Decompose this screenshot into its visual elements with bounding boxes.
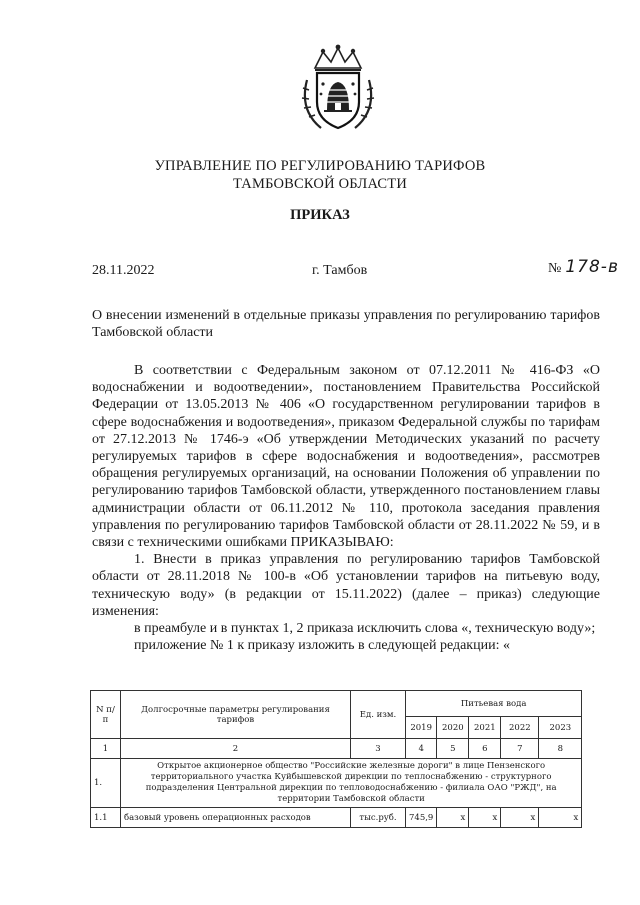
index-cell: 2 (121, 739, 351, 759)
document-body (92, 362, 600, 654)
header-year: 2022 (501, 717, 539, 739)
index-cell: 3 (351, 739, 406, 759)
index-cell: 6 (469, 739, 501, 759)
header-year: 2021 (469, 717, 501, 739)
row-unit: тыс.руб. (351, 808, 406, 828)
coat-of-arms-emblem (293, 40, 383, 135)
row-value: х (539, 808, 582, 828)
header-year: 2020 (437, 717, 469, 739)
index-cell: 7 (501, 739, 539, 759)
agency-name-line1: УПРАВЛЕНИЕ ПО РЕГУЛИРОВАНИЮ ТАРИФОВ (154, 158, 486, 174)
header-unit: Ед. изм. (351, 691, 406, 739)
document-subject: О внесении изменений в отдельные приказы управления по регулированию тарифов Тамбовской области (92, 308, 600, 340)
index-cell: 1 (91, 739, 121, 759)
body-paragraph-appendix-change: приложение № 1 к приказу изложить в следующей редакции: « (134, 638, 510, 654)
header-param: Долгосрочные параметры регулирования тарифов (121, 691, 351, 739)
body-paragraph-preamble-change: в преамбуле и в пунктах 1, 2 приказа исключить слова «, техническую воду»; (134, 621, 596, 637)
body-paragraph-item-1: 1. Внести в приказ управления по регулированию тарифов Тамбовской области от 28.11.2018 № 100-в «Об установлении тарифов на питьевую воду, техническую воду» (в редакции от 15.11.2022) (далее – приказ) следующие изменения: (92, 552, 600, 619)
document-number (548, 257, 619, 277)
tariff-parameters-table (90, 690, 582, 828)
document-date: 28.11.2022 (92, 263, 155, 278)
header-year: 2023 (539, 717, 582, 739)
document-type-title: ПРИКАЗ (290, 207, 350, 223)
header-group: Питьевая вода (406, 691, 582, 717)
row-value: х (469, 808, 501, 828)
document-city: г. Тамбов (312, 263, 368, 278)
section-provider: Открытое акционерное общество "Российские железные дороги" в лице Пензенского территориального участка Куйбышевской дирекции по теплоснабжению - структурного подразделения Центральной дирекции по тепловодоснабжению - филиала ОАО "РЖД", на территории Тамбовской области (121, 759, 582, 808)
header-year: 2019 (406, 717, 437, 739)
number-sign: № (548, 261, 562, 276)
row-value: х (437, 808, 469, 828)
row-num: 1.1 (91, 808, 121, 828)
index-cell: 4 (406, 739, 437, 759)
section-num: 1. (91, 759, 121, 808)
row-value: х (501, 808, 539, 828)
row-value: 745,9 (406, 808, 437, 828)
agency-name-line2: ТАМБОВСКОЙ ОБЛАСТИ (232, 176, 408, 192)
handwritten-number: 178-в (565, 257, 619, 277)
body-paragraph-preamble: В соответствии с Федеральным законом от 07.12.2011 № 416-ФЗ «О водоснабжении и водоотведении», постановлением Правительства Российской Федерации от 13.05.2013 № 406 «О государственном регулировании тарифов в сфере водоснабжения и водоотведения», приказом Федеральной службы по тарифам от 27.12.2013 № 1746-э «Об утверждении Методических указаний по расчету регулируемых тарифов в сфере водоснабжения и водоотведения», рассмотрев обращения регулируемых организаций, на основании Положения об управлении по регулированию тарифов Тамбовской области, утвержденного постановлением главы администрации области от 06.11.2012 № 110, протокола заседания правления управления по регулированию тарифов Тамбовской области от 28.11.2022 № 59, и в связи с техническими ошибками ПРИКАЗЫВАЮ: (92, 363, 600, 551)
index-cell: 8 (539, 739, 582, 759)
row-param: базовый уровень операционных расходов (121, 808, 351, 828)
header-num: N п/п (91, 691, 121, 739)
index-cell: 5 (437, 739, 469, 759)
